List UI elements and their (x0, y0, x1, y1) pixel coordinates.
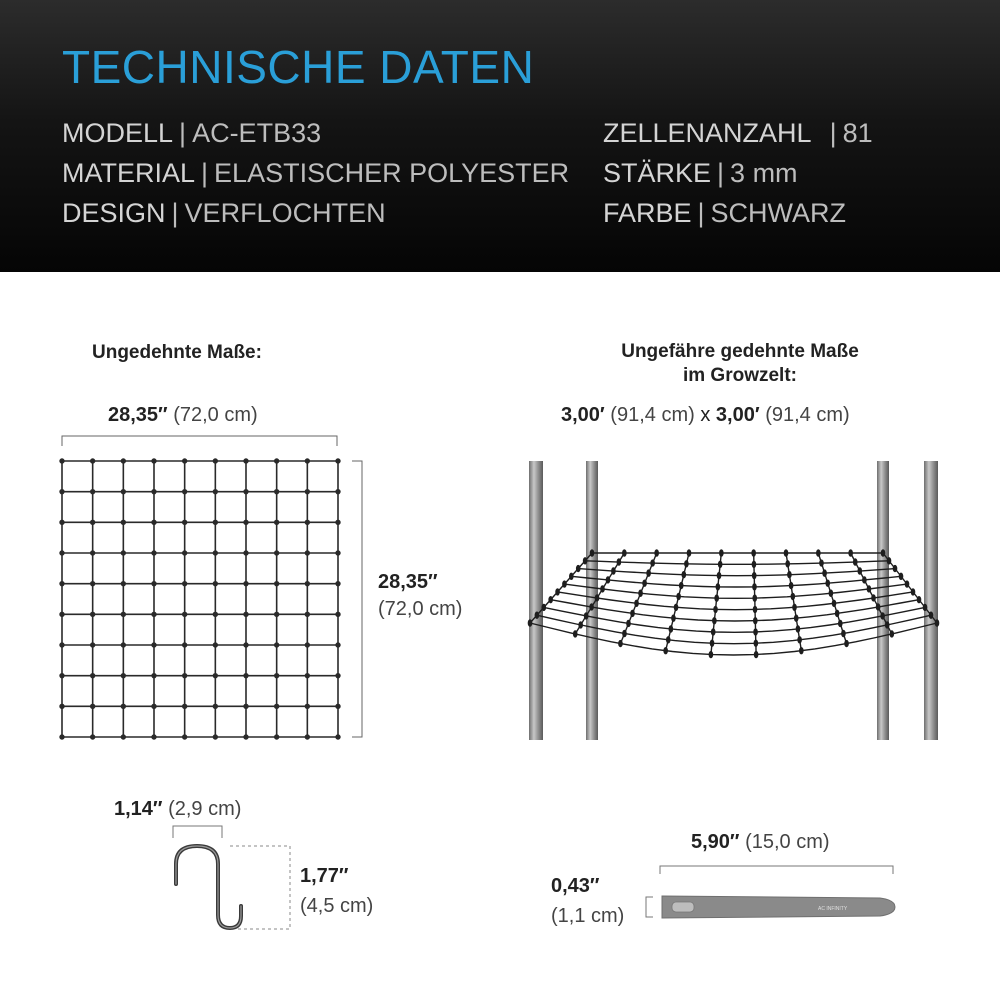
stretched-dimensions: 3,00′ (91,4 cm) x 3,00′ (91,4 cm) (561, 404, 850, 426)
spec-model: MODELL | AC-ETB33 (62, 118, 322, 148)
spec-thickness: STÄRKE | 3 mm (603, 158, 798, 188)
unstretched-width-label: 28,35″ (72,0 cm) (108, 404, 258, 426)
hook-width-label: 1,14″ (2,9 cm) (114, 798, 242, 820)
strap-length-bracket (660, 866, 893, 874)
unstretched-label: Ungedehnte Maße: (92, 342, 262, 363)
strap-brand-text: AC INFINITY (818, 906, 848, 912)
velcro-strap-icon (662, 896, 895, 918)
strap-length-label: 5,90″ (15,0 cm) (691, 831, 830, 853)
spec-material: MATERIAL | ELASTISCHER POLYESTER (62, 158, 570, 188)
strap-width-bracket (646, 897, 653, 917)
page-title: TECHNISCHE DATEN (62, 41, 535, 93)
spec-color: FARBE | SCHWARZ (603, 198, 847, 228)
spec-design: DESIGN | VERFLOCHTEN (62, 198, 386, 228)
stretched-label: Ungefähre gedehnte Maße im Growzelt: (621, 341, 859, 386)
unstretched-height-label: 28,35″ (72,0 cm) (378, 571, 463, 620)
spec-cell-count: ZELLENANZAHL | 81 (603, 118, 873, 148)
strap-slot-icon (672, 902, 694, 912)
hook-height-label: 1,77″ (4,5 cm) (300, 865, 374, 917)
strap-width-label: 0,43″ (1,1 cm) (551, 875, 625, 927)
